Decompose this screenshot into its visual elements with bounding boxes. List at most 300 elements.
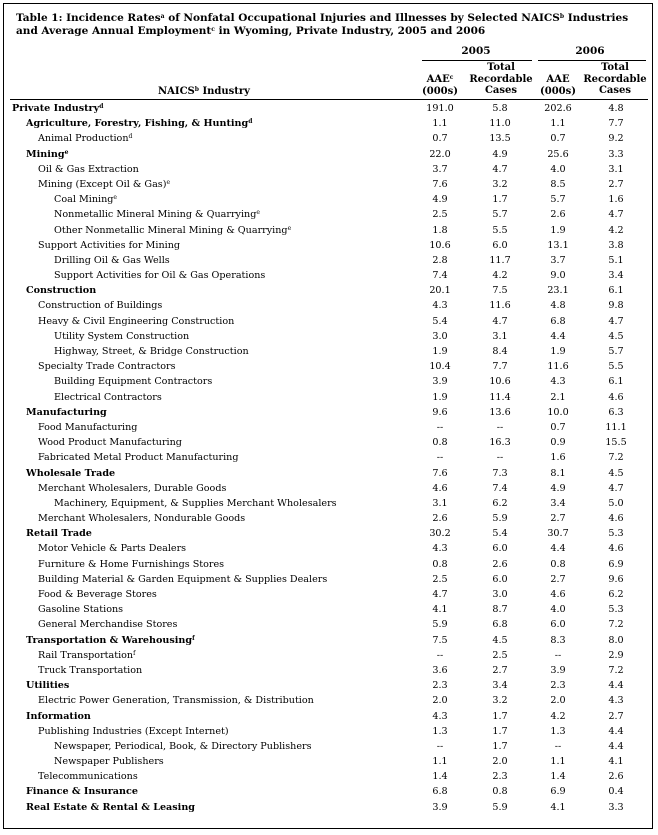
aae-2006-cell: 3.4: [550, 497, 566, 509]
industry-name: [38, 557, 224, 572]
table-row: [4, 496, 652, 511]
aae-2005-cell: 4.3: [432, 710, 448, 722]
aae-2006-cell: 1.6: [550, 452, 566, 464]
aae-2006-cell: 5.7: [550, 194, 566, 206]
table-row: [4, 800, 652, 815]
footnote-mark: e: [113, 194, 117, 202]
table-row: [4, 162, 652, 177]
total-cases-2005-cell: 13.6: [489, 406, 511, 418]
industry-name-text: Real Estate & Rental & Leasing: [26, 801, 195, 813]
aae-2005-cell: 30.2: [429, 528, 451, 540]
total-cases-2005-cell: 11.6: [489, 300, 511, 312]
aae-2006-cell: 2.0: [550, 695, 566, 707]
aae-2006-cell: 2.1: [550, 391, 566, 403]
industry-name: [26, 709, 91, 724]
total-cases-2005-cell: 2.6: [492, 558, 508, 570]
industry-name-text: Machinery, Equipment, & Supplies Merchant Wholesalers: [54, 497, 337, 509]
total-cases-2006-cell: 5.3: [608, 604, 624, 616]
industry-name: [38, 177, 170, 192]
industry-name-text: Support Activities for Oil & Gas Operations: [54, 270, 266, 282]
aae-2005-cell: 22.0: [429, 148, 451, 160]
industry-name: [54, 374, 212, 389]
aae-2006-cell: 1.9: [550, 224, 566, 236]
aae-2005-cell: 1.1: [432, 756, 448, 768]
total-cases-2006-cell: 9.6: [608, 573, 624, 585]
industry-name-text: Wholesale Trade: [26, 467, 116, 479]
aae-2006-cell: 4.4: [550, 543, 566, 555]
footnote-mark: f: [133, 649, 136, 657]
total-cases-2006-cell: 7.2: [608, 452, 624, 464]
aae-2005-cell: 1.8: [432, 224, 448, 236]
aae-2005-cell: 7.5: [432, 634, 448, 646]
industry-name: [38, 435, 182, 450]
table-row: [4, 450, 652, 465]
total-cases-2005-cell: 7.3: [492, 467, 508, 479]
industry-name-text: Electrical Contractors: [54, 391, 162, 403]
footnote-mark: d: [128, 133, 133, 141]
aae-2006-cell: --: [554, 740, 562, 752]
industry-name-text: Fabricated Metal Product Manufacturing: [38, 452, 239, 464]
total-cases-2005-cell: 5.9: [492, 513, 508, 525]
aae-2006-cell: 0.9: [550, 437, 566, 449]
industry-name-text: Utility System Construction: [54, 330, 190, 342]
table-row: [4, 526, 652, 541]
table-row: [4, 739, 652, 754]
total-cases-2005-cell: 4.7: [492, 163, 508, 175]
aae-2005-cell: 5.4: [432, 315, 448, 327]
aae-2005-cell: 1.9: [432, 346, 448, 357]
industry-name-text: Mining (Except Oil & Gas): [38, 178, 167, 190]
aae-2006-cell: 4.0: [550, 163, 566, 175]
aae-2005-cell: 3.1: [432, 497, 448, 509]
industry-name-text: Agriculture, Forestry, Fishing, & Hunting: [26, 118, 249, 130]
title-footnote-mark: b: [559, 13, 565, 20]
total-cases-2005-cell: 4.5: [492, 634, 508, 646]
industry-name: [54, 344, 249, 359]
industry-name: [38, 481, 226, 496]
aae-2006-cell: 8.3: [550, 634, 566, 646]
cases-label: Cases: [598, 85, 632, 96]
industry-name: [26, 678, 69, 693]
aae-unit: (000s): [422, 85, 458, 97]
aae-2006-cell: 1.1: [550, 756, 566, 768]
table-row: [4, 268, 652, 283]
industry-name-text: Merchant Wholesalers, Nondurable Goods: [38, 513, 246, 525]
table-row: [4, 101, 652, 116]
table-row: [4, 283, 652, 298]
total-cases-2006-cell: 3.4: [608, 270, 624, 282]
total-cases-2006-cell: 2.9: [608, 649, 624, 661]
table-row: [4, 587, 652, 602]
total-cases-2006-cell: 3.3: [608, 801, 624, 813]
year-2005-header: 2005: [461, 45, 491, 57]
table-row: [4, 329, 652, 344]
aae-2005-cell: 20.1: [429, 285, 451, 297]
aae-2006-cell: 4.1: [550, 801, 566, 813]
industry-footnote-mark: b: [194, 86, 199, 93]
aae-2006-cell: 1.4: [550, 771, 566, 783]
total-cases-2006-cell: 0.4: [608, 786, 624, 798]
footnote-mark: e: [287, 224, 292, 232]
table-row: [4, 359, 652, 374]
aae-2005-cell: 2.5: [432, 573, 448, 585]
industry-name: [54, 253, 170, 268]
aae-2006-cell: 4.4: [550, 330, 566, 342]
industry-name: [38, 693, 314, 708]
total-cases-2005-cell: 3.4: [492, 680, 508, 692]
total-cases-2005-cell: 3.2: [492, 178, 508, 190]
aae-2005-cell: --: [436, 452, 444, 464]
industry-name-text: Highway, Street, & Bridge Construction: [54, 346, 249, 357]
aae-2005-cell: 2.6: [432, 513, 448, 525]
total-cases-2006-cell: 8.0: [608, 634, 624, 646]
total-cases-2006-cell: 4.6: [608, 543, 624, 555]
aae-2005-cell: 1.9: [432, 391, 448, 403]
aae-label: AAE: [426, 74, 450, 85]
footnote-mark: f: [192, 634, 195, 642]
total-cases-2005-cell: 8.7: [492, 604, 508, 616]
table-row: [4, 466, 652, 481]
aae-2005-cell: 3.9: [432, 801, 448, 813]
industry-name-text: Truck Transportation: [38, 664, 143, 676]
table-row: [4, 238, 652, 253]
total-cases-2006-cell: 3.8: [608, 239, 624, 251]
industry-name-text: Finance & Insurance: [26, 786, 138, 798]
industry-name-text: Newspaper Publishers: [54, 756, 164, 768]
industry-name: [38, 238, 180, 253]
total-cases-2006-cell: 6.1: [608, 285, 624, 297]
total-cases-2006-cell: 4.4: [608, 680, 624, 692]
aae-2006-cell: 6.0: [550, 619, 566, 631]
total-cases-2005-cell: 13.5: [489, 133, 511, 145]
industry-name: [26, 800, 195, 815]
industry-name-text: Construction of Buildings: [38, 300, 163, 312]
industry-name-text: Furniture & Home Furnishings Stores: [38, 558, 225, 570]
total-cases-2006-cell: 5.5: [608, 361, 624, 373]
total-cases-2005-cell: 6.0: [492, 573, 508, 585]
total-cases-2006-header: [580, 62, 650, 97]
total-cases-2005-cell: 4.9: [492, 148, 508, 160]
industry-name-text: Utilities: [26, 680, 70, 692]
industry-name: [54, 268, 265, 283]
industry-name-text: Building Material & Garden Equipment & Supplies Dealers: [38, 573, 328, 585]
industry-name: [54, 390, 162, 405]
table-row: [4, 754, 652, 769]
total-cases-2005-cell: 3.1: [492, 330, 508, 342]
aae-2006-cell: 202.6: [544, 103, 572, 114]
industry-name: [38, 420, 137, 435]
table-row: [4, 131, 652, 146]
aae-2005-cell: 1.4: [432, 771, 448, 783]
total-cases-2005-cell: 7.5: [492, 285, 508, 297]
aae-2006-cell: 30.7: [547, 528, 569, 540]
aae-2006-cell: 3.9: [550, 664, 566, 676]
industry-name-text: Motor Vehicle & Parts Dealers: [38, 543, 187, 555]
footnote-mark: e: [256, 209, 260, 217]
total-cases-2006-cell: 2.6: [608, 771, 624, 783]
table-frame: [3, 3, 653, 829]
table-row: [4, 511, 652, 526]
aae-2005-cell: 0.8: [432, 437, 448, 449]
industry-name-text: Telecommunications: [38, 771, 138, 783]
total-cases-2006-cell: 9.8: [608, 300, 624, 312]
total-cases-2005-cell: 4.2: [492, 270, 508, 282]
aae-2005-cell: 3.7: [432, 163, 448, 175]
total-cases-2006-cell: 5.1: [608, 254, 624, 266]
total-cases-2006-cell: 4.1: [608, 756, 624, 768]
total-cases-2005-cell: 2.3: [492, 771, 508, 783]
aae-2005-cell: 9.6: [432, 406, 448, 418]
recordable-label: Recordable: [469, 73, 533, 85]
total-cases-2005-cell: 3.0: [492, 589, 508, 600]
aae-2006-cell: 4.6: [550, 589, 566, 600]
industry-name: [54, 192, 117, 207]
title-part: in Wyoming, Private Industry, 2005 and 2006: [214, 25, 486, 37]
total-cases-2006-cell: 3.1: [608, 163, 624, 175]
industry-name: [38, 314, 234, 329]
aae-2005-cell: 4.3: [432, 543, 448, 555]
industry-name-text: Drilling Oil & Gas Wells: [54, 254, 170, 266]
industry-name-text: Animal Production: [38, 133, 129, 145]
total-cases-2006-cell: 9.2: [608, 133, 624, 145]
aae-2005-cell: 4.3: [432, 300, 448, 312]
aae-2006-cell: 2.7: [550, 573, 566, 585]
industry-name-text: Building Equipment Contractors: [54, 376, 213, 388]
industry-name-text: Wood Product Manufacturing: [38, 437, 182, 449]
industry-name: [38, 663, 142, 678]
aae-2005-cell: 4.6: [432, 482, 448, 494]
aae-2005-cell: 6.8: [432, 786, 448, 798]
cases-label: Cases: [484, 85, 518, 96]
aae-2005-cell: 4.7: [432, 589, 448, 600]
year-2006-header: 2006: [575, 45, 605, 57]
total-cases-2006-cell: 1.6: [608, 194, 624, 206]
total-cases-2006-cell: 6.2: [608, 589, 624, 600]
table-row: [4, 298, 652, 313]
aae-2006-cell: 10.0: [547, 406, 569, 418]
industry-name-text: Mining: [26, 148, 65, 160]
industry-name: [38, 724, 229, 739]
industry-name: [38, 648, 135, 663]
total-cases-2006-cell: 3.3: [608, 148, 624, 160]
aae-2005-cell: --: [436, 649, 444, 661]
aae-unit: (000s): [540, 85, 576, 97]
table-row: [4, 374, 652, 389]
total-cases-2005-header: [466, 62, 536, 97]
industry-name-text: Transportation & Warehousing: [26, 634, 193, 646]
total-cases-2006-cell: 15.5: [605, 437, 627, 449]
table-row: [4, 116, 652, 131]
total-cases-2005-cell: 2.7: [492, 664, 508, 676]
total-cases-2006-cell: 4.7: [608, 315, 624, 327]
aae-2005-cell: 1.1: [432, 118, 448, 130]
total-cases-2005-cell: 4.7: [492, 315, 508, 327]
industry-name: [26, 147, 68, 162]
table-row: [4, 572, 652, 587]
industry-name-text: Heavy & Civil Engineering Construction: [38, 315, 235, 327]
aae-2006-cell: 0.7: [550, 133, 566, 145]
table-row: [4, 784, 652, 799]
table-body: [4, 101, 652, 815]
industry-name: [38, 131, 132, 146]
industry-name-text: Gasoline Stations: [38, 604, 124, 616]
industry-name-text: Newspaper, Periodical, Book, & Directory Publishers: [54, 740, 312, 752]
aae-2006-cell: 2.6: [550, 209, 566, 221]
table-row: [4, 769, 652, 784]
industry-name-text: Merchant Wholesalers, Durable Goods: [38, 482, 227, 494]
industry-name-text: Rail Transportation: [38, 649, 134, 661]
aae-2005-cell: 10.4: [429, 361, 451, 373]
aae-2005-cell: 2.5: [432, 209, 448, 221]
industry-name: [38, 162, 139, 177]
total-cases-2006-cell: 4.7: [608, 209, 624, 221]
aae-2005-cell: 3.6: [432, 664, 448, 676]
industry-name: [38, 572, 327, 587]
total-cases-2006-cell: 4.4: [608, 725, 624, 737]
industry-name: [38, 359, 176, 374]
table-row: [4, 633, 652, 648]
table-row: [4, 602, 652, 617]
aae-2006-cell: 8.1: [550, 467, 566, 479]
total-cases-2006-cell: 2.7: [608, 710, 624, 722]
table-row: [4, 147, 652, 162]
aae-2005-header: [410, 74, 470, 97]
aae-2005-cell: 4.1: [432, 604, 448, 616]
title-part: Industries and Average Annual Employment: [16, 12, 629, 37]
aae-2006-cell: 0.8: [550, 558, 566, 570]
aae-2006-cell: 4.3: [550, 376, 566, 388]
table-row: [4, 557, 652, 572]
industry-name: [54, 223, 291, 238]
table-row: [4, 177, 652, 192]
industry-name: [38, 511, 245, 526]
total-cases-2006-cell: 7.2: [608, 664, 624, 676]
table-row: [4, 223, 652, 238]
aae-2006-cell: 1.3: [550, 725, 566, 737]
year-2006-rule: [538, 60, 646, 61]
total-cases-2006-cell: 4.2: [608, 224, 624, 236]
total-cases-2006-cell: 4.7: [608, 482, 624, 494]
industry-name-text: Food & Beverage Stores: [38, 589, 157, 600]
total-cases-2006-cell: 4.6: [608, 391, 624, 403]
table-row: [4, 420, 652, 435]
total-cases-2005-cell: 16.3: [489, 437, 511, 449]
aae-2005-cell: 7.6: [432, 178, 448, 190]
industry-name: [54, 754, 164, 769]
industry-name: [26, 116, 252, 131]
industry-name: [38, 769, 138, 784]
aae-label: AAE: [546, 74, 570, 85]
table-row: [4, 481, 652, 496]
total-cases-2006-cell: 6.1: [608, 376, 624, 388]
title-footnote-mark: a: [160, 13, 165, 20]
aae-2006-cell: 9.0: [550, 270, 566, 282]
recordable-label: Recordable: [583, 73, 647, 85]
aae-2006-cell: 2.3: [550, 680, 566, 692]
industry-header: [4, 86, 404, 97]
table-row: [4, 693, 652, 708]
industry-name-text: Manufacturing: [26, 406, 107, 418]
total-cases-2005-cell: 2.5: [492, 649, 508, 661]
total-cases-2006-cell: 7.2: [608, 619, 624, 631]
aae-2005-cell: 7.4: [432, 270, 448, 282]
aae-2006-cell: 23.1: [547, 285, 569, 297]
industry-name: [26, 526, 92, 541]
table-title: [16, 12, 644, 38]
total-cases-2006-cell: 5.3: [608, 528, 624, 540]
total-cases-2005-cell: 2.0: [492, 756, 508, 768]
aae-2006-cell: 0.7: [550, 421, 566, 433]
aae-2006-cell: 25.6: [547, 148, 569, 160]
aae-2005-cell: 10.6: [429, 239, 451, 251]
footnote-mark: e: [166, 178, 171, 186]
aae-2006-header: [528, 74, 588, 97]
aae-2005-cell: 0.8: [432, 558, 448, 570]
industry-name-text: Electric Power Generation, Transmission, & Distribution: [38, 695, 314, 707]
table-row: [4, 314, 652, 329]
aae-2006-cell: --: [554, 649, 562, 661]
aae-2005-cell: --: [436, 421, 444, 433]
total-cases-2005-cell: 5.8: [492, 103, 508, 114]
total-cases-2006-cell: 4.5: [608, 467, 624, 479]
total-cases-2005-cell: 1.7: [492, 710, 508, 722]
total-cases-2005-cell: 5.5: [492, 224, 508, 236]
total-cases-2006-cell: 5.0: [608, 497, 624, 509]
industry-name-text: Other Nonmetallic Mineral Mining & Quarrying: [54, 224, 288, 236]
total-cases-2006-cell: 7.7: [608, 118, 624, 130]
total-cases-2006-cell: 4.8: [608, 103, 624, 114]
aae-2005-cell: 2.3: [432, 680, 448, 692]
industry-name-text: Specialty Trade Contractors: [38, 361, 176, 373]
industry-name: [54, 496, 337, 511]
industry-name-text: Private Industry: [12, 103, 100, 114]
industry-name-text: Information: [26, 710, 91, 722]
industry-name: [12, 101, 103, 116]
industry-label-suffix: Industry: [198, 86, 250, 97]
table-row: [4, 405, 652, 420]
industry-name-text: Publishing Industries (Except Internet): [38, 725, 229, 737]
aae-2006-cell: 6.8: [550, 315, 566, 327]
total-cases-2006-cell: 2.7: [608, 178, 624, 190]
industry-name-text: Food Manufacturing: [38, 421, 138, 433]
aae-2005-cell: 3.0: [432, 330, 448, 342]
total-cases-2006-cell: 4.3: [608, 695, 624, 707]
aae-2005-cell: 2.8: [432, 254, 448, 266]
total-cases-2005-cell: 8.4: [492, 346, 508, 357]
industry-name: [26, 405, 107, 420]
industry-name-text: Coal Mining: [54, 194, 114, 206]
table-row: [4, 724, 652, 739]
industry-label: NAICS: [158, 86, 195, 97]
total-cases-2005-cell: 5.7: [492, 209, 508, 221]
table-row: [4, 390, 652, 405]
industry-name: [38, 617, 177, 632]
total-cases-2006-cell: 5.7: [608, 346, 624, 357]
aae-2006-cell: 4.2: [550, 710, 566, 722]
aae-2006-cell: 3.7: [550, 254, 566, 266]
industry-name-text: General Merchandise Stores: [38, 619, 178, 631]
total-cases-2006-cell: 6.3: [608, 406, 624, 418]
table-row: [4, 617, 652, 632]
total-cases-2005-cell: 11.0: [489, 118, 511, 130]
table-row: [4, 678, 652, 693]
year-2005-rule: [422, 60, 532, 61]
industry-name: [26, 784, 138, 799]
aae-2005-cell: 191.0: [426, 103, 454, 114]
total-cases-2005-cell: 6.0: [492, 239, 508, 251]
total-cases-2005-cell: 10.6: [489, 376, 511, 388]
total-cases-2005-cell: 1.7: [492, 194, 508, 206]
